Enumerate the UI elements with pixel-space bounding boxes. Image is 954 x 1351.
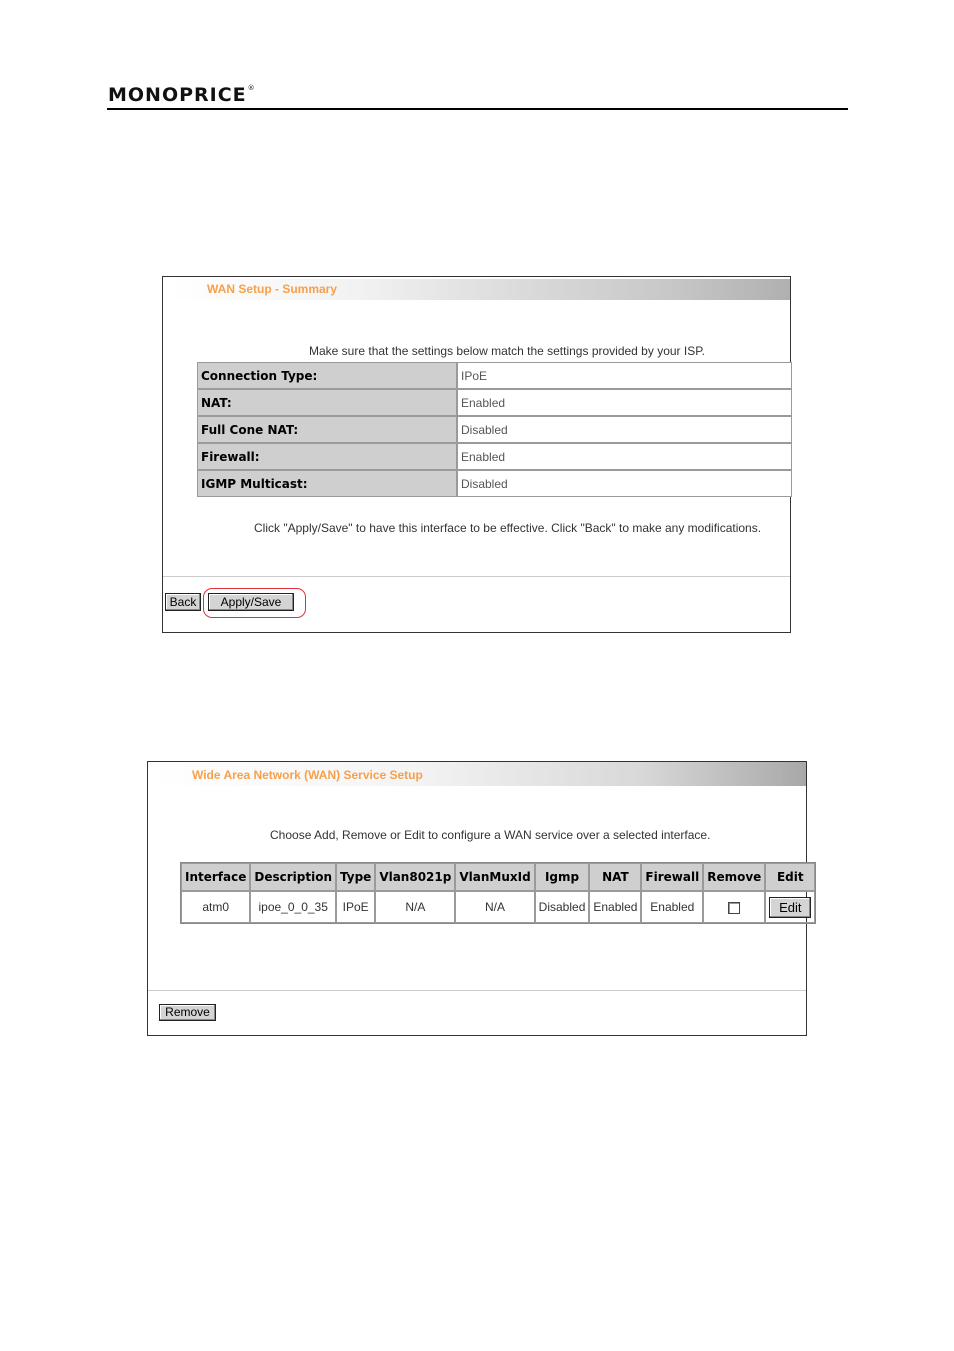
summary-table <box>197 362 792 497</box>
cell-description: ipoe_0_0_35 <box>250 891 336 923</box>
column-header-vlanmuxid: VlanMuxId <box>455 863 534 891</box>
edit-button[interactable]: Edit <box>769 897 811 918</box>
column-header-firewall: Firewall <box>641 863 703 891</box>
summary-value: IPoE <box>457 362 792 389</box>
summary-value: Enabled <box>457 389 792 416</box>
remove-checkbox[interactable] <box>728 902 740 914</box>
service-intro-text: Choose Add, Remove or Edit to configure a WAN service over a selected interface. <box>270 828 711 842</box>
summary-label: Connection Type: <box>197 362 457 389</box>
brand-name: MONOPRICE <box>108 84 247 106</box>
back-button[interactable]: Back <box>165 593 201 611</box>
summary-value: Enabled <box>457 443 792 470</box>
apply-save-highlight <box>203 588 306 618</box>
column-header-edit: Edit <box>765 863 815 891</box>
service-divider <box>148 990 806 991</box>
registered-mark: ® <box>247 84 256 92</box>
cell-type: IPoE <box>336 891 375 923</box>
cell-nat: Enabled <box>589 891 641 923</box>
summary-title: WAN Setup - Summary <box>207 282 338 296</box>
column-header-description: Description <box>250 863 336 891</box>
cell-firewall: Enabled <box>641 891 703 923</box>
column-header-remove: Remove <box>703 863 765 891</box>
summary-label: IGMP Multicast: <box>197 470 457 497</box>
column-header-interface: Interface <box>181 863 250 891</box>
cell-edit <box>765 891 815 923</box>
service-title: Wide Area Network (WAN) Service Setup <box>192 768 423 782</box>
brand-logo <box>108 84 256 106</box>
table-header-row <box>181 863 815 891</box>
column-header-nat: NAT <box>589 863 641 891</box>
wan-service-setup-panel <box>147 761 807 1036</box>
summary-label: NAT: <box>197 389 457 416</box>
summary-label: Full Cone NAT: <box>197 416 457 443</box>
cell-interface: atm0 <box>181 891 250 923</box>
cell-vlanmuxid: N/A <box>455 891 534 923</box>
wan-service-table <box>180 862 816 924</box>
summary-row-connection-type <box>197 362 792 389</box>
summary-divider <box>163 576 790 577</box>
column-header-igmp: Igmp <box>535 863 590 891</box>
summary-value: Disabled <box>457 416 792 443</box>
wan-setup-summary-panel <box>162 276 791 633</box>
summary-intro-text: Make sure that the settings below match the settings provided by your ISP. <box>309 344 705 358</box>
cell-remove <box>703 891 765 923</box>
summary-value: Disabled <box>457 470 792 497</box>
summary-hint-text: Click "Apply/Save" to have this interface to be effective. Click "Back" to make any modifications. <box>254 521 762 535</box>
summary-row-igmp-multicast <box>197 470 792 497</box>
column-header-type: Type <box>336 863 375 891</box>
cell-vlan8021p: N/A <box>375 891 455 923</box>
summary-row-nat <box>197 389 792 416</box>
apply-save-button[interactable]: Apply/Save <box>208 593 294 611</box>
table-row <box>181 891 815 923</box>
summary-row-full-cone-nat <box>197 416 792 443</box>
cell-igmp: Disabled <box>535 891 590 923</box>
summary-label: Firewall: <box>197 443 457 470</box>
summary-row-firewall <box>197 443 792 470</box>
header-rule <box>107 108 848 110</box>
remove-button[interactable]: Remove <box>159 1004 216 1021</box>
column-header-vlan8021p: Vlan8021p <box>375 863 455 891</box>
